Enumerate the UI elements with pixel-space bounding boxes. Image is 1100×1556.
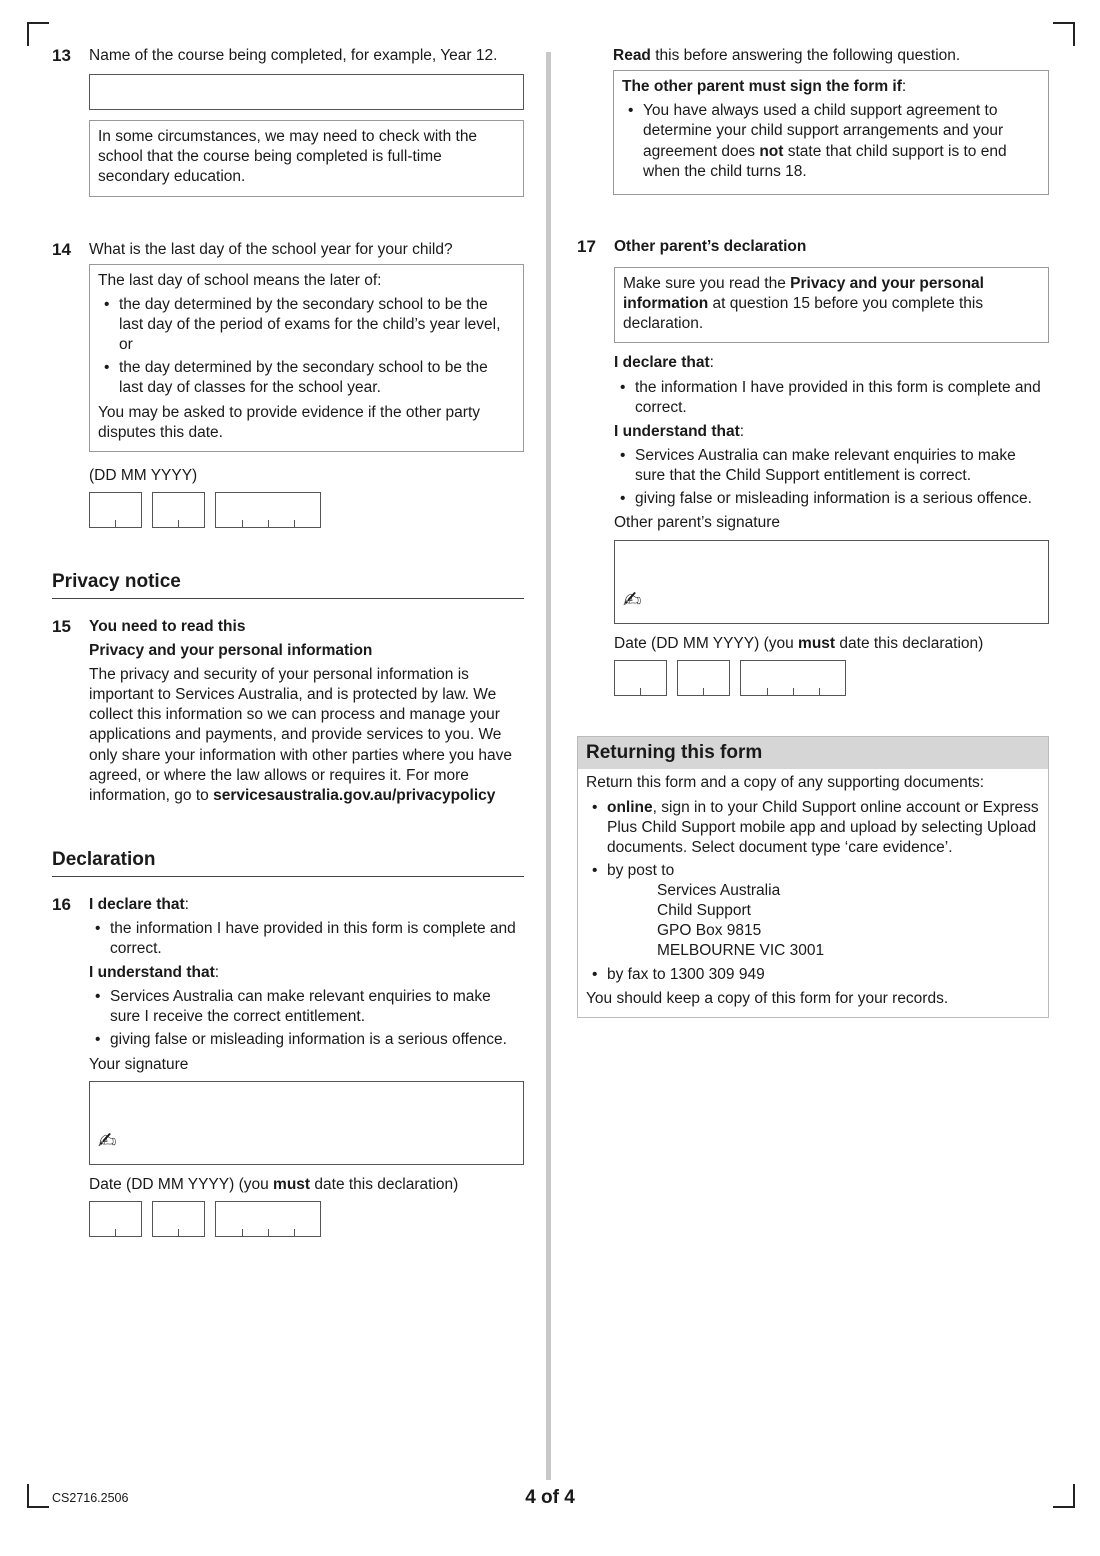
date-label-emphasis: must <box>273 1175 311 1193</box>
question-17 <box>577 237 1049 696</box>
list-item: • giving false or misleading information is a serious offence. <box>614 489 1049 509</box>
crop-mark-top-left <box>27 22 49 46</box>
declaration-section-title: Declaration <box>52 848 524 877</box>
other-parent-signature-field[interactable] <box>614 540 1049 624</box>
returning-body <box>578 769 1048 1017</box>
year-field[interactable] <box>215 492 321 528</box>
sign-box-title: The other parent must sign the form if <box>622 78 902 96</box>
form-code: CS2716.2506 <box>52 1491 129 1505</box>
list-item: • the day determined by the secondary school to be the last day of classes for the school year. <box>98 358 515 398</box>
declare-label: I declare that <box>89 895 185 913</box>
returning-form-box <box>577 736 1049 1018</box>
date-label-end: date this declaration) <box>835 634 984 652</box>
keep-copy-note: You should keep a copy of this form for your records. <box>586 989 949 1007</box>
declare-label-row: I declare that: <box>89 895 189 913</box>
q17-heading: Other parent’s declaration <box>614 237 807 255</box>
returning-intro: Return this form and a copy of any supporting documents: <box>586 774 985 792</box>
day-field[interactable] <box>614 660 667 696</box>
privacy-heading: You need to read this <box>89 617 246 635</box>
read-intro <box>613 46 1049 66</box>
date-label-end: date this declaration) <box>310 1175 459 1193</box>
list-item: • online, sign in to your Child Support online account or Express Plus Child Support mobile app and upload by selecting Upload documents. Select document type ‘care evidence’. <box>586 798 1040 858</box>
other-parent-date-input <box>614 660 1049 696</box>
read-before-block <box>577 46 1049 195</box>
question-number: 14 <box>52 239 71 259</box>
pen-writing-icon: ✍ <box>623 586 642 612</box>
declare-list <box>89 919 524 959</box>
signature-label: Your signature <box>89 1055 189 1073</box>
understand-list <box>614 446 1049 509</box>
privacy-section-title: Privacy notice <box>52 570 524 599</box>
year-field[interactable] <box>215 1201 321 1237</box>
question-text: Name of the course being completed, for example, Year 12. <box>89 47 498 64</box>
q17-note: Make sure you read the Privacy and your personal information at question 15 before you complete this declaration. <box>614 267 1049 343</box>
privacy-text: The privacy and security of your personal information is important to Services Australia, and is protected by law. We collect this information so we can process and manage your applications and payments, and provide services to you. We only share your information with other parties where you have agreed, or where the law allows or requires it. For more information, go to <box>89 665 513 804</box>
note-outro: You may be asked to provide evidence if the other party disputes this date. <box>98 403 480 441</box>
date-label-row <box>89 1175 524 1195</box>
privacy-subheading: Privacy and your personal information <box>89 641 373 659</box>
other-parent-sign-box <box>613 70 1049 195</box>
list-item: • You have always used a child support agreement to determine your child support arrangements and your agreement does not state that child support is to end when the child turns 18. <box>622 101 1040 182</box>
school-end-date-input <box>89 492 524 528</box>
declare-label-row: I declare that: <box>614 354 714 372</box>
day-field[interactable] <box>89 492 142 528</box>
understand-label-row: I understand that: <box>614 422 745 440</box>
course-name-input[interactable] <box>89 74 524 110</box>
day-field[interactable] <box>89 1201 142 1237</box>
postal-address: Services Australia Child Support GPO Box 9815 MELBOURNE VIC 3001 <box>657 882 825 960</box>
date-label: (DD MM YYYY) <box>89 466 198 484</box>
list-item: • the information I have provided in this form is complete and correct. <box>614 378 1049 418</box>
returning-title: Returning this form <box>578 737 1048 770</box>
your-signature-field[interactable] <box>89 1081 524 1165</box>
read-intro-text: this before answering the following question. <box>650 47 961 64</box>
month-field[interactable] <box>152 1201 205 1237</box>
question-number: 15 <box>52 616 71 636</box>
page-number: 4 of 4 <box>525 1487 575 1508</box>
understand-label-row: I understand that: <box>89 964 220 982</box>
declaration-date-input <box>89 1201 524 1237</box>
last-day-note <box>89 264 524 452</box>
list-item: • Services Australia can make relevant enquiries to make sure I receive the correct entitlement. <box>89 987 524 1027</box>
declare-list <box>614 378 1049 418</box>
last-day-bullets <box>98 295 515 399</box>
understand-label: I understand that <box>614 422 740 440</box>
privacy-body <box>89 665 524 806</box>
privacy-policy-link[interactable]: servicesaustralia.gov.au/privacypolicy <box>213 786 496 804</box>
signature-label: Other parent’s signature <box>614 514 781 532</box>
question-number: 13 <box>52 46 71 65</box>
returning-methods <box>586 798 1040 985</box>
crop-mark-top-right <box>1053 22 1075 46</box>
list-item: • by post to Services Australia Child Support GPO Box 9815 MELBOURNE VIC 3001 <box>586 861 1040 962</box>
question-14 <box>52 240 524 528</box>
month-field[interactable] <box>152 492 205 528</box>
sign-box-title-row: The other parent must sign the form if: <box>622 78 907 96</box>
year-field[interactable] <box>740 660 846 696</box>
date-label-row <box>614 634 1049 654</box>
read-intro-emphasis: Read <box>613 47 651 64</box>
list-item: • the information I have provided in this form is complete and correct. <box>89 919 524 959</box>
date-label: Date (DD MM YYYY) (you <box>89 1175 274 1193</box>
question-16 <box>52 895 524 1237</box>
sign-box-list <box>622 101 1040 182</box>
left-column <box>52 46 524 1237</box>
pen-writing-icon: ✍ <box>98 1128 117 1154</box>
understand-list <box>89 987 524 1050</box>
month-field[interactable] <box>677 660 730 696</box>
course-note: In some circumstances, we may need to check with the school that the course being completed is full-time secondary education. <box>89 120 524 196</box>
understand-label: I understand that <box>89 964 215 982</box>
list-item: • Services Australia can make relevant enquiries to make sure that the Child Support entitlement is correct. <box>614 446 1049 486</box>
column-divider <box>546 52 551 1480</box>
list-item: • by fax to 1300 309 949 <box>586 965 1040 985</box>
question-13 <box>52 46 524 197</box>
declare-label: I declare that <box>614 354 710 372</box>
note-intro: The last day of school means the later of: <box>98 271 382 289</box>
question-number: 17 <box>577 236 596 256</box>
question-number: 16 <box>52 894 71 914</box>
question-15 <box>52 617 524 806</box>
list-item: • giving false or misleading information is a serious offence. <box>89 1030 524 1050</box>
date-label-emphasis: must <box>798 634 836 652</box>
question-text: What is the last day of the school year for your child? <box>89 240 453 258</box>
date-label: Date (DD MM YYYY) (you <box>614 634 799 652</box>
right-column <box>577 46 1049 1018</box>
list-item: • the day determined by the secondary school to be the last day of the period of exams for the child’s year level, or <box>98 295 515 355</box>
